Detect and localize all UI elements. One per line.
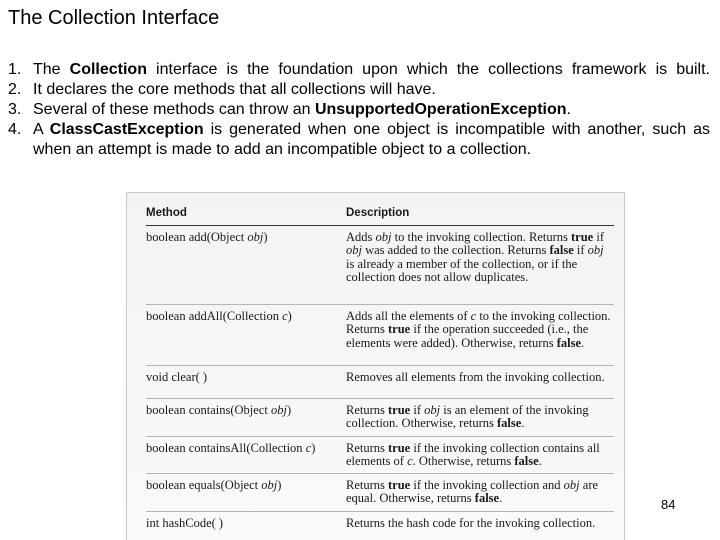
slide-title: The Collection Interface [8, 7, 220, 29]
item-text: . [566, 101, 571, 118]
method-cell: boolean equals(Object obj) [146, 474, 346, 512]
item-text: It declares the core methods that all collections will have. [33, 81, 436, 98]
item-text: The [33, 61, 70, 78]
list-item [8, 60, 710, 80]
item-text: Several of these methods can throw an [33, 101, 315, 118]
table-header-row [146, 205, 614, 226]
method-cell: boolean contains(Object obj) [146, 399, 346, 437]
method-table-image [126, 192, 625, 540]
item-emphasis: UnsupportedOperationException [314, 101, 567, 118]
item-emphasis: ClassCastException [49, 121, 204, 138]
method-cell: void clear( ) [146, 366, 346, 399]
table-row [146, 305, 614, 366]
description-cell: Returns true if the invoking collection and obj are equal. Otherwise, returns false. [346, 474, 614, 512]
item-number: 2. [8, 81, 22, 98]
method-cell: boolean add(Object obj) [146, 226, 346, 305]
table-row [146, 226, 614, 305]
list-item [8, 100, 710, 120]
description-column-header: Description [346, 205, 614, 226]
table-row [146, 511, 614, 540]
item-text: interface is the foundation upon which the collections framework is built. [146, 61, 711, 78]
description-cell: Adds obj to the invoking collection. Returns true if obj was added to the collection. Returns false if obj is already a member of the collection, or if the collection does not allow duplicates. [346, 226, 614, 305]
method-cell: int hashCode( ) [146, 515, 224, 530]
table-row [146, 436, 614, 474]
table-row [146, 366, 614, 399]
method-column-header: Method [146, 205, 346, 226]
item-text: is generated when one object is incompatible with another, such as when an attempt is made to add an incompatible object to a collection. [33, 121, 711, 158]
bullet-list [8, 60, 710, 160]
item-number: 3. [8, 101, 22, 118]
description-cell: Removes all elements from the invoking collection. [346, 366, 614, 399]
page-number: 84 [661, 497, 676, 512]
item-text: A [33, 121, 50, 138]
description-cell: Returns the hash code for the invoking collection. [346, 515, 596, 530]
method-table [146, 205, 614, 540]
table-row [146, 399, 614, 437]
item-emphasis: Collection [69, 61, 147, 78]
description-cell: Returns true if obj is an element of the invoking collection. Otherwise, returns false. [346, 399, 614, 437]
description-cell: Returns true if the invoking collection contains all elements of c. Otherwise, returns false. [346, 436, 614, 474]
item-number: 1. [8, 61, 22, 78]
method-cell: boolean addAll(Collection c) [146, 305, 346, 366]
list-item [8, 120, 710, 160]
description-cell: Adds all the elements of c to the invoking collection. Returns true if the operation succeeded (i.e., the elements were added). Otherwise, returns false. [346, 305, 614, 366]
item-number: 4. [8, 121, 22, 138]
method-cell: boolean containsAll(Collection c) [146, 436, 346, 474]
table-row [146, 474, 614, 512]
list-item [8, 80, 710, 100]
